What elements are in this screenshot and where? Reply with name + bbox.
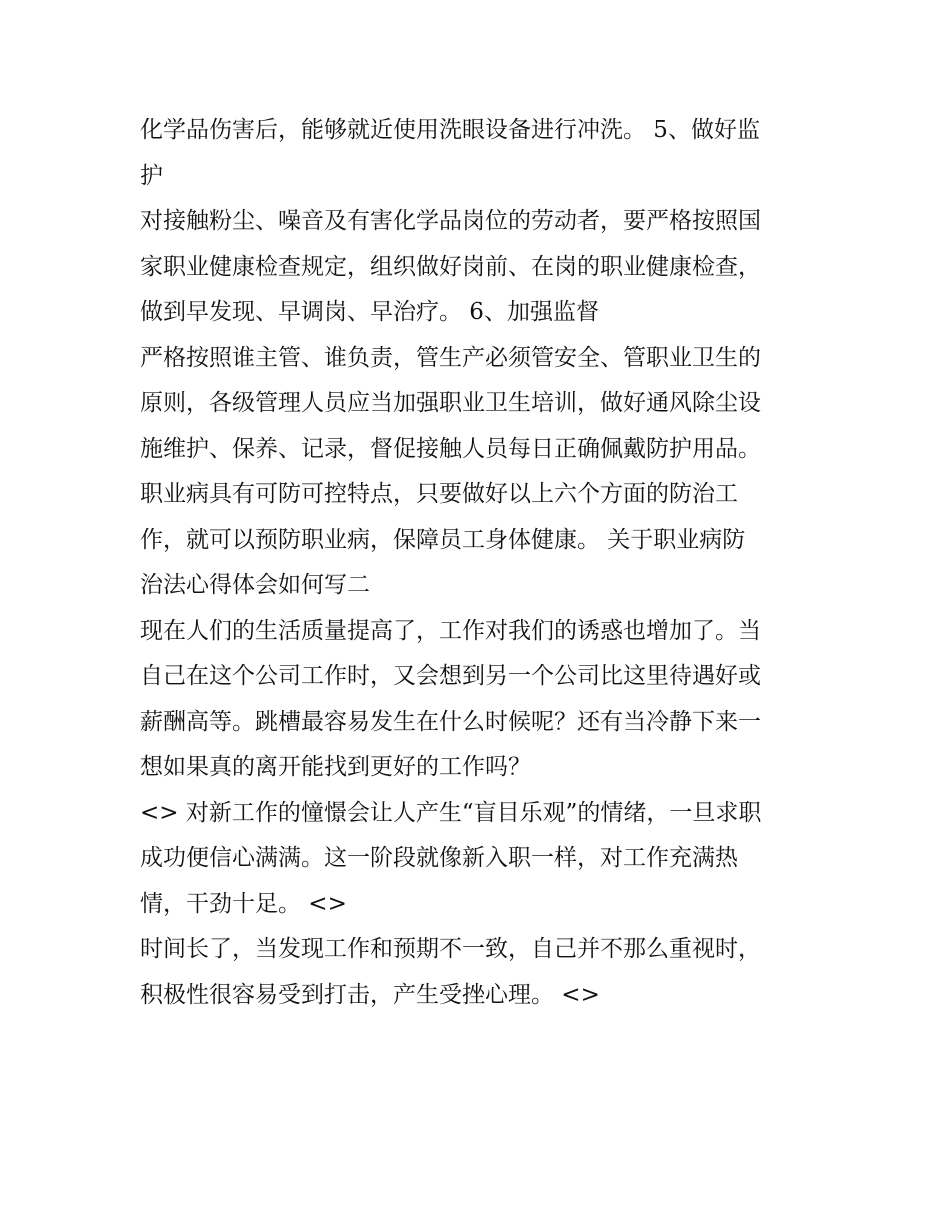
- text-line: 想如果真的离开能找到更好的工作吗？: [140, 754, 531, 780]
- text-line: 积极性很容易受到打击，产生受挫心理。 <>: [140, 981, 600, 1008]
- text-line: 做到早发现、早调岗、早治疗。 6、加强监督: [140, 299, 599, 325]
- text-line: 薪酬高等。跳槽最容易发生在什么时候呢？还有当冷静下来一: [140, 708, 761, 735]
- text-line: 现在人们的生活质量提高了，工作对我们的诱惑也增加了。当: [140, 617, 761, 644]
- document-body: [140, 108, 820, 1018]
- text-line: 自己在这个公司工作时，又会想到另一个公司比这里待遇好或: [140, 663, 761, 689]
- text-line: <> 对新工作的憧憬会让人产生“盲目乐观”的情绪，一旦求职: [140, 799, 762, 826]
- text-line: 原则，各级管理人员应当加强职业卫生培训，做好通风除尘设: [140, 390, 761, 416]
- text-line: 治法心得体会如何写二: [140, 572, 370, 598]
- text-line: 情，干劲十足。 <>: [140, 890, 347, 917]
- text-line: 作，就可以预防职业病，保障员工身体健康。 关于职业病防: [140, 526, 746, 553]
- text-line: 护: [140, 162, 163, 189]
- text-line: 家职业健康检查规定，组织做好岗前、在岗的职业健康检查，: [140, 253, 761, 280]
- text-line: 职业病具有可防可控特点，只要做好以上六个方面的防治工: [140, 481, 738, 507]
- text-line: 严格按照谁主管、谁负责，管生产必须管安全、管职业卫生的: [140, 344, 761, 371]
- text-line: 成功便信心满满。这一阶段就像新入职一样，对工作充满热: [140, 845, 738, 871]
- text-line: 对接触粉尘、噪音及有害化学品岗位的劳动者，要严格按照国: [140, 208, 761, 234]
- text-line: 时间长了，当发现工作和预期不一致，自己并不那么重视时，: [140, 936, 761, 962]
- text-line: 施维护、保养、记录，督促接触人员每日正确佩戴防护用品。: [140, 435, 761, 462]
- text-line: 化学品伤害后，能够就近使用洗眼设备进行冲洗。 5、做好监: [140, 117, 760, 143]
